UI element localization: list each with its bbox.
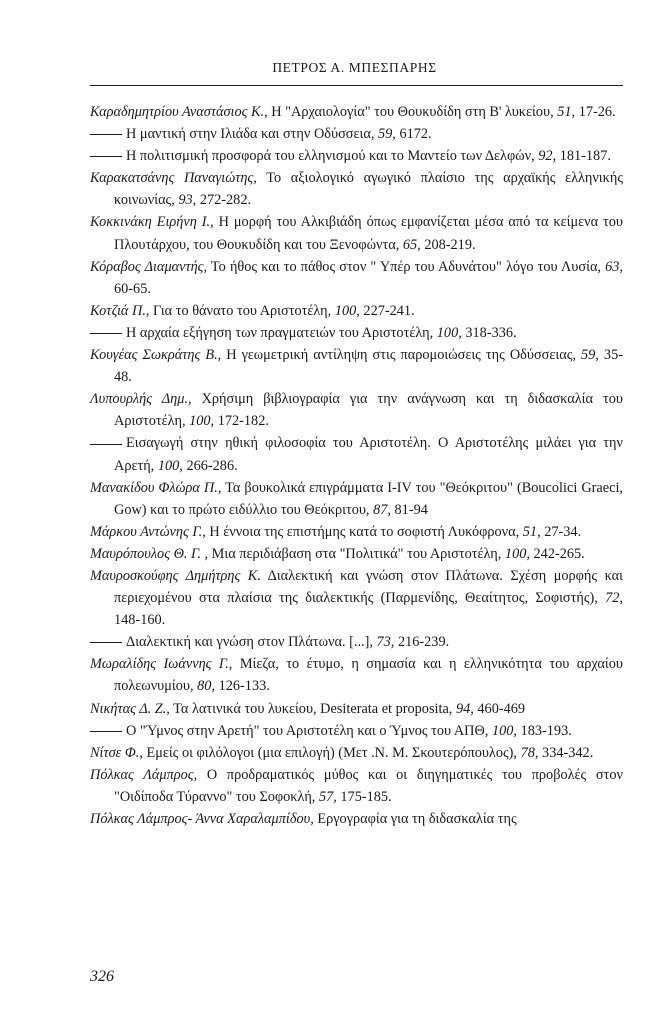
entry-title: Η γεωμετρική αντίληψη στις παρομοιώσεις της Οδύσσειας, [221,347,581,364]
entry-title: Η αρχαία εξήγηση των πραγματειών του Αριστοτέλη, [126,324,437,341]
entry-author: Μαυροσκούφης Δημήτρης Κ. [90,567,261,584]
bibliography-entry [90,521,623,543]
bibliography-entry [90,631,623,653]
entry-pages: 81-94 [390,501,428,518]
entry-pages: 272-282. [196,192,252,209]
bibliography-entry [90,256,623,300]
entry-volume: 100, [491,722,517,739]
entry-pages: 60-65. [114,280,151,297]
entry-volume: 80, [197,678,216,695]
entry-volume: 72, [605,590,623,607]
entry-pages: 183-193. [517,722,572,739]
bibliography-entry [90,300,623,322]
entry-title: Ο προδραματικός μύθος και οι διηγηματικές του προβολές στον "Οιδίποδα Τύραννο" του Σοφοκλή, [114,766,623,805]
entry-volume: 93, [178,192,197,209]
entry-title: Τα λατινικά του λυκείου, Desiterata et proposita, [169,700,456,717]
entry-title: Η "Αρχαιολογία" του Θουκυδίδη στη Β' λυκείου, [267,104,558,120]
entry-title: Τα βουκολικά επιγράμματα I-IV του "Θεόκριτου" (Boucolici Graeci, Gow) και το πρώτο ειδύλλιο του Θεόκριτου, [114,479,623,518]
entry-pages: 175-185. [336,788,392,805]
entry-author: Πόλκας Λάμπρος, [90,766,198,783]
repeat-author-dash [90,444,122,445]
entry-pages: 208-219. [420,236,476,253]
entry-title: Η μαντική στην Ιλιάδα και στην Οδύσσεια, [126,126,378,143]
entry-author: Κόραβος Διαμαντής, [90,258,208,275]
entry-volume: 100, [157,457,183,474]
entry-author: Μάρκου Αντώνης Γ., [90,523,206,540]
entry-title: Εισαγωγή στην ηθική φιλοσοφία του Αριστοτέλη. Ο Αριστοτέλης μιλάει για την Αρετή, [114,435,623,474]
entry-title: Για το θάνατο του Αριστοτέλη, [149,302,335,319]
bibliography-entry [90,742,623,764]
entry-volume: 63, [605,258,623,275]
entry-author: Καρακατσάνης Παναγιώτης, [90,170,257,187]
entry-volume: 57, [318,788,337,805]
entry-pages: 216-239. [394,634,450,651]
repeat-author-dash [90,333,122,334]
entry-title: Το ήθος και το πάθος στον " Υπέρ του Αδυνάτου" λόγο του Λυσία, [207,258,606,275]
entry-pages: 148-160. [114,612,166,629]
bibliography-entry [90,388,623,432]
entry-author: Μωραλίδης Ιωάννης Γ., [90,656,233,673]
bibliography-entry [90,145,623,167]
bibliography-entry [90,720,623,742]
entry-pages: 172-182. [214,413,269,430]
bibliography-entry [90,565,623,631]
bibliography-entry [90,543,623,565]
bibliography-entry [90,653,623,697]
entry-author: Μαυρόπουλος Θ. Γ. , [90,545,209,562]
entry-author: Μανακίδου Φλώρα Π., [90,479,222,496]
entry-title: Εργογραφία για τη διδασκαλία της [313,811,517,827]
entry-author: Πόλκας Λάμπρος- Άννα Χαραλαμπίδου, [90,811,314,827]
entry-volume: 65, [402,236,421,253]
entry-author: Κοκκινάκη Ειρήνη Ι., [90,214,214,231]
entry-title: Ο "Ύμνος στην Αρετή" του Αριστοτέλη και ο Ύμνος του ΑΠΘ, [126,722,492,739]
entry-title: Το αξιολογικό αγωγικό πλαίσιο της αρχαϊκής ελληνικής κοινωνίας, [114,170,623,209]
entry-title: Η μορφή του Αλκιβιάδη όπως εμφανίζεται μέσα από τα κείμενα του Πλουτάρχου, του Θουκυδίδη και του Ξενοφώντα, [114,214,623,253]
entry-volume: 51, [522,523,541,540]
entry-volume: 100, [334,302,360,319]
entry-volume: 51, [557,104,576,120]
entry-author: Καραδημητρίου Αναστάσιος Κ., [90,104,268,120]
entry-author: Νικήτας Δ. Ζ., [90,700,170,717]
page-number: 326 [90,968,114,985]
entry-title: Μίεζα, το έτυμο, η σημασία και η ελληνικότητα του αρχαίου πολεωνυμίου, [114,656,623,695]
entry-pages: 334-342. [538,744,594,761]
entry-volume: 87, [373,501,391,518]
bibliography-entry [90,167,623,211]
entry-title: Διαλεκτική και γνώση στον Πλάτωνα. Σχέση μορφής και περιεχομένου στα πλαίσια της διαλεκτικής (Παρμενίδης, Θεαίτητος, Σοφιστής), [114,567,623,607]
bibliography-entry [90,322,623,344]
entry-pages: 17-26. [575,104,616,120]
repeat-author-dash [90,731,122,732]
repeat-author-dash [90,134,122,135]
entry-pages: 27-34. [540,523,582,540]
bibliography-entry [90,698,623,720]
entry-volume: 94, [455,700,474,717]
entry-volume: 59, [378,126,396,143]
entry-author: Νίτσε Φ., [90,744,143,761]
entry-pages: 318-336. [461,324,517,341]
bibliography-entry [90,101,623,123]
bibliography-entry [90,477,623,521]
running-header: ΠΕΤΡΟΣ Α. ΜΠΕΣΠΑΡΗΣ [272,60,437,75]
entry-title: Χρήσιμη βιβλιογραφία για την ανάγνωση και τη διδασκαλία του Αριστοτέλη, [114,391,623,430]
header-rule [90,85,623,86]
bibliography-entry [90,211,623,255]
entry-author: Κουγέας Σωκράτης Β., [90,347,222,364]
entry-pages: 266-286. [182,457,238,474]
entry-volume: 78, [520,744,539,761]
bibliography-list [90,101,623,830]
entry-title: Η πολιτισμική προσφορά του ελληνισμού και το Μαντείο των Δελφών, [126,148,539,165]
bibliography-entry [90,344,623,388]
entry-title: Μια περιδιάβαση στα "Πολιτικά" του Αριστοτέλη, [208,545,505,562]
entry-volume: 73, [376,634,395,651]
entry-pages: 181-187. [556,148,611,165]
bibliography-entry [90,764,623,808]
entry-volume: 100, [436,324,462,341]
entry-title: Διαλεκτική και γνώση στον Πλάτωνα. [...], [126,634,377,651]
entry-pages: 6172. [395,126,432,143]
entry-title: Εμείς οι φιλόλογοι (μια επιλογή) (Μετ .Ν. Μ. Σκουτερόπουλος), [142,744,521,761]
entry-pages: 460-469 [473,700,526,717]
repeat-author-dash [90,642,122,643]
bibliography-entry [90,432,623,476]
entry-volume: 100, [504,545,530,562]
entry-author: Λυπουρλής Δημ., [90,391,192,408]
entry-pages: 35-48. [114,347,623,386]
entry-pages: 126-133. [215,678,270,695]
bibliography-entry [90,123,623,145]
entry-title: Η έννοια της επιστήμης κατά το σοφιστή Λυκόφρονα, [205,523,523,540]
entry-author: Κοτζιά Π., [90,302,150,319]
entry-volume: 92, [538,148,557,165]
entry-volume: 59, [581,347,599,364]
entry-pages: 242-265. [529,545,585,562]
repeat-author-dash [90,156,122,157]
entry-volume: 100, [189,413,215,430]
bibliography-entry [90,808,623,830]
entry-pages: 227-241. [359,302,415,319]
